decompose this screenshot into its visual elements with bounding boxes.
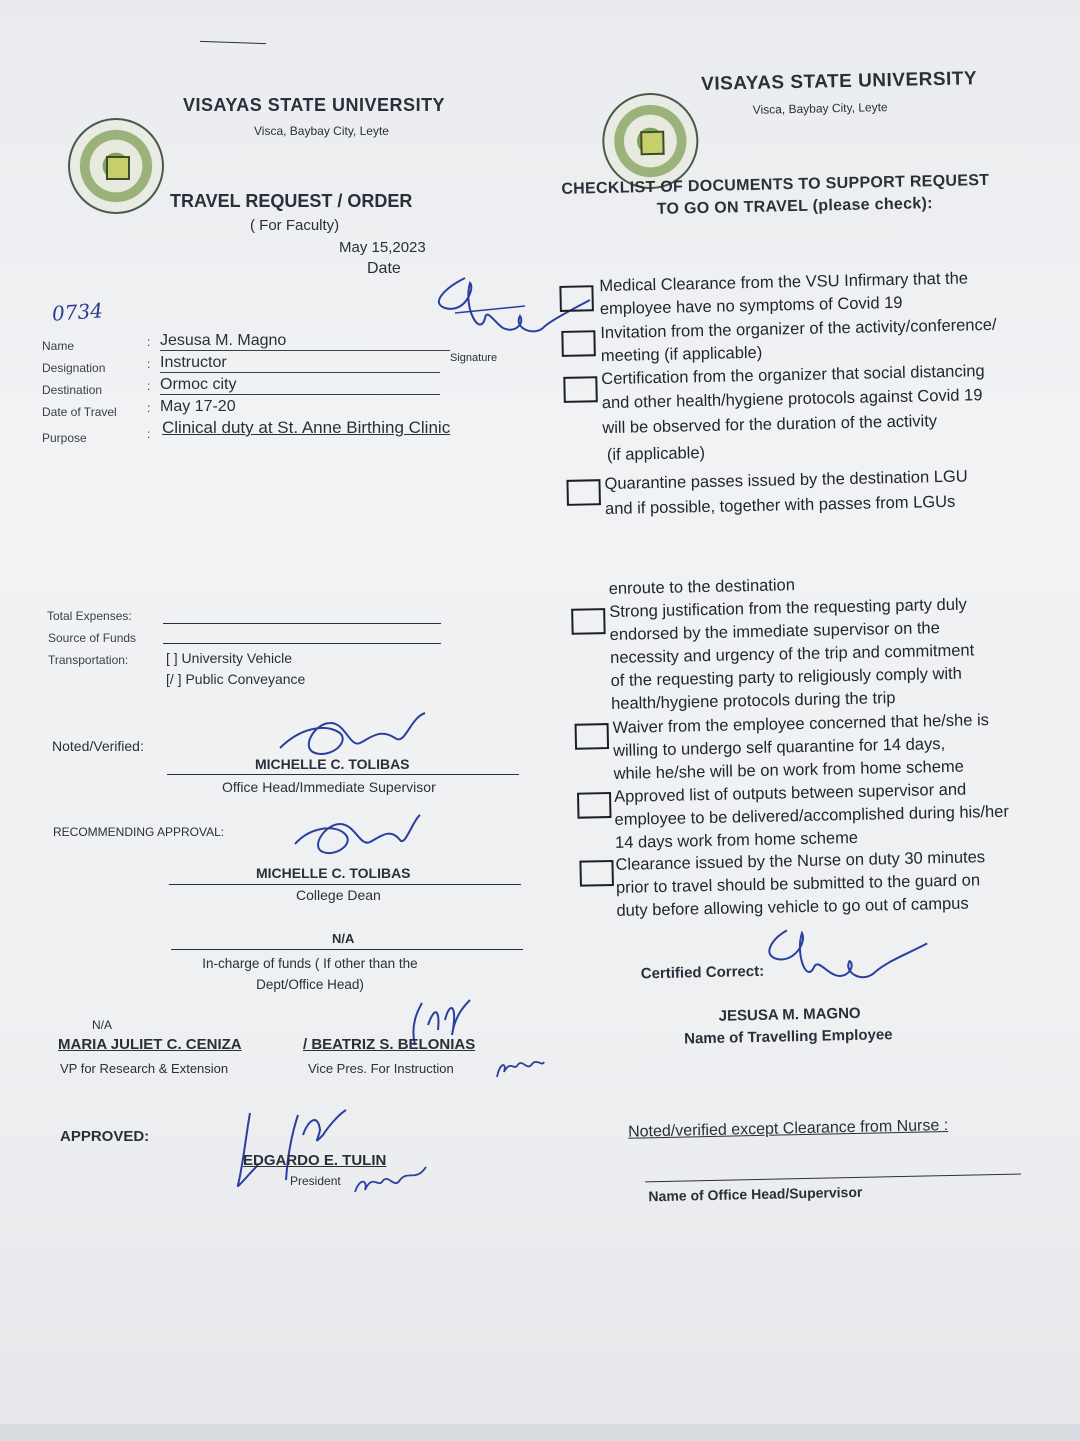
vp-instruction-name: / BEATRIZ S. BELONIAS [303, 1036, 476, 1053]
vp-research-name: MARIA JULIET C. CENIZA [58, 1036, 242, 1053]
vp-research-title: VP for Research & Extension [60, 1061, 229, 1076]
noted-verified-label: Noted/Verified: [52, 738, 144, 754]
dean-name: MICHELLE C. TOLIBAS [256, 865, 411, 881]
checkbox-nurse-clearance[interactable] [579, 860, 614, 887]
traveller-title: Name of Travelling Employee [683, 1026, 893, 1048]
signature-traveller-icon [747, 915, 934, 1009]
checklist-item-text: while he/she will be on work from home scheme [613, 757, 965, 783]
field-label-purpose: Purpose [42, 431, 87, 445]
checklist-item-text: Medical Clearance from the VSU Infirmary that the [599, 269, 969, 296]
university-name: VISAYAS STATE UNIVERSITY [183, 95, 446, 115]
field-label-date-of-travel: Date of Travel [42, 405, 117, 419]
checklist-item-text: and if possible, together with passes from LGUs [604, 492, 956, 519]
supervisor-title: Office Head/Immediate Supervisor [222, 779, 436, 795]
total-expenses-label: Total Expenses: [47, 609, 132, 623]
recommending-approval-label: RECOMMENDING APPROVAL: [53, 825, 225, 839]
checklist-item-text: Clearance issued by the Nurse on duty 30 minutes [615, 848, 986, 874]
university-seal-right-icon [601, 92, 699, 190]
checklist-university-name: VISAYAS STATE UNIVERSITY [700, 68, 978, 95]
checklist-item-text: enroute to the destination [608, 576, 796, 599]
form-title: TRAVEL REQUEST / ORDER [170, 191, 413, 211]
field-value-destination: Ormoc city [160, 376, 440, 395]
checkbox-invitation[interactable] [561, 330, 596, 357]
checklist-item-text: necessity and urgency of the trip and commitment [609, 641, 975, 667]
university-address: Visca, Baybay City, Leyte [254, 124, 389, 138]
field-label-designation: Designation [42, 361, 106, 375]
checklist-item-text: endorsed by the immediate supervisor on the [609, 619, 940, 644]
certified-correct-label: Certified Correct: [640, 962, 765, 983]
checklist-item-text: Certification from the organizer that social distancing [601, 362, 985, 389]
checkbox-medical-clearance[interactable] [559, 285, 594, 312]
field-value-purpose: Clinical duty at St. Anne Birthing Clinic [162, 418, 451, 437]
checklist-item-text: Waiver from the employee concerned that he/she is [612, 711, 990, 737]
checklist-title-line2: TO GO ON TRAVEL (please check): [656, 195, 933, 218]
vp-research-na: N/A [92, 1018, 113, 1032]
source-of-funds-label: Source of Funds [48, 631, 137, 645]
handwritten-number: 0734 [51, 298, 104, 326]
supervisor-name: MICHELLE C. TOLIBAS [255, 756, 410, 772]
form-subtitle: ( For Faculty) [250, 217, 340, 234]
checklist-item-text: meeting (if applicable) [600, 343, 763, 366]
field-label-name: Name [42, 339, 75, 353]
checklist-item-text: and other health/hygiene protocols against Covid 19 [601, 386, 983, 413]
checklist-item-text: employee to be delivered/accomplished during his/her [614, 802, 1010, 829]
vp-instruction-title: Vice Pres. For Instruction [308, 1061, 454, 1076]
checkbox-waiver[interactable] [575, 723, 610, 750]
form-date-value: May 15,2023 [339, 239, 426, 256]
field-colon: : [147, 401, 151, 415]
checklist-item-text: Strong justification from the requesting party duly [609, 595, 968, 621]
checklist-item-text: of the requesting party to religiously comply with [610, 664, 963, 690]
dean-title: College Dean [296, 887, 381, 903]
checklist-item-text: (if applicable) [606, 443, 706, 465]
checklist-item-text: prior to travel should be submitted to the guard on [615, 871, 981, 897]
traveller-name: JESUSA M. MAGNO [718, 1004, 861, 1025]
approved-label: APPROVED: [60, 1128, 150, 1145]
field-value-designation: Instructor [160, 354, 440, 373]
checklist-title-line1: CHECKLIST OF DOCUMENTS TO SUPPORT REQUEST [561, 171, 990, 198]
option-public-conveyance: [/ ] Public Conveyance [166, 671, 306, 687]
field-colon: : [147, 379, 151, 393]
checklist-item-text: Approved list of outputs between supervisor and [613, 780, 967, 806]
office-head-label: Name of Office Head/Supervisor [648, 1183, 863, 1205]
funds-incharge-label: In-charge of funds ( If other than the Dept/Office Head) [202, 956, 418, 992]
transportation-label: Transportation: [48, 653, 129, 667]
checklist-university-address: Visca, Baybay City, Leyte [752, 100, 888, 117]
checklist-item-text: willing to undergo self quarantine for 14 days, [612, 734, 946, 760]
form-date-label: Date [367, 260, 401, 277]
field-label-destination: Destination [42, 383, 103, 397]
field-colon: : [147, 335, 151, 349]
option-university-vehicle: [ ] University Vehicle [166, 650, 293, 666]
president-name: EDGARDO E. TULIN [243, 1152, 387, 1169]
checklist-item-text: 14 days work from home scheme [614, 828, 859, 852]
checklist-item-text: Invitation from the organizer of the activity/conference/ [600, 315, 997, 343]
checkbox-quarantine-passes[interactable] [566, 479, 601, 506]
field-colon: : [147, 357, 151, 371]
checklist-item-text: employee have no symptoms of Covid 19 [599, 293, 903, 319]
office-head-line [645, 1173, 1021, 1182]
checkbox-approved-outputs[interactable] [577, 792, 612, 819]
field-colon: : [147, 427, 151, 441]
signature-label: Signature [450, 352, 498, 364]
funds-incharge-value: N/A [332, 931, 355, 946]
president-title: President [290, 1174, 341, 1188]
checkbox-strong-justification[interactable] [571, 608, 606, 635]
noted-except-nurse-label: Noted/verified except Clearance from Nurse : [627, 1117, 949, 1141]
checklist-item-text: Quarantine passes issued by the destination LGU [604, 467, 968, 494]
field-value-date-of-travel: May 17-20 [160, 398, 236, 415]
checklist-item-text: will be observed for the duration of the activity [602, 412, 938, 438]
checklist-item-text: health/hygiene protocols during the trip [610, 689, 896, 713]
field-value-name: Jesusa M. Magno [160, 332, 450, 351]
checklist-item-text: duty before allowing vehicle to go out of campus [616, 894, 969, 920]
checkbox-certification[interactable] [563, 376, 598, 403]
